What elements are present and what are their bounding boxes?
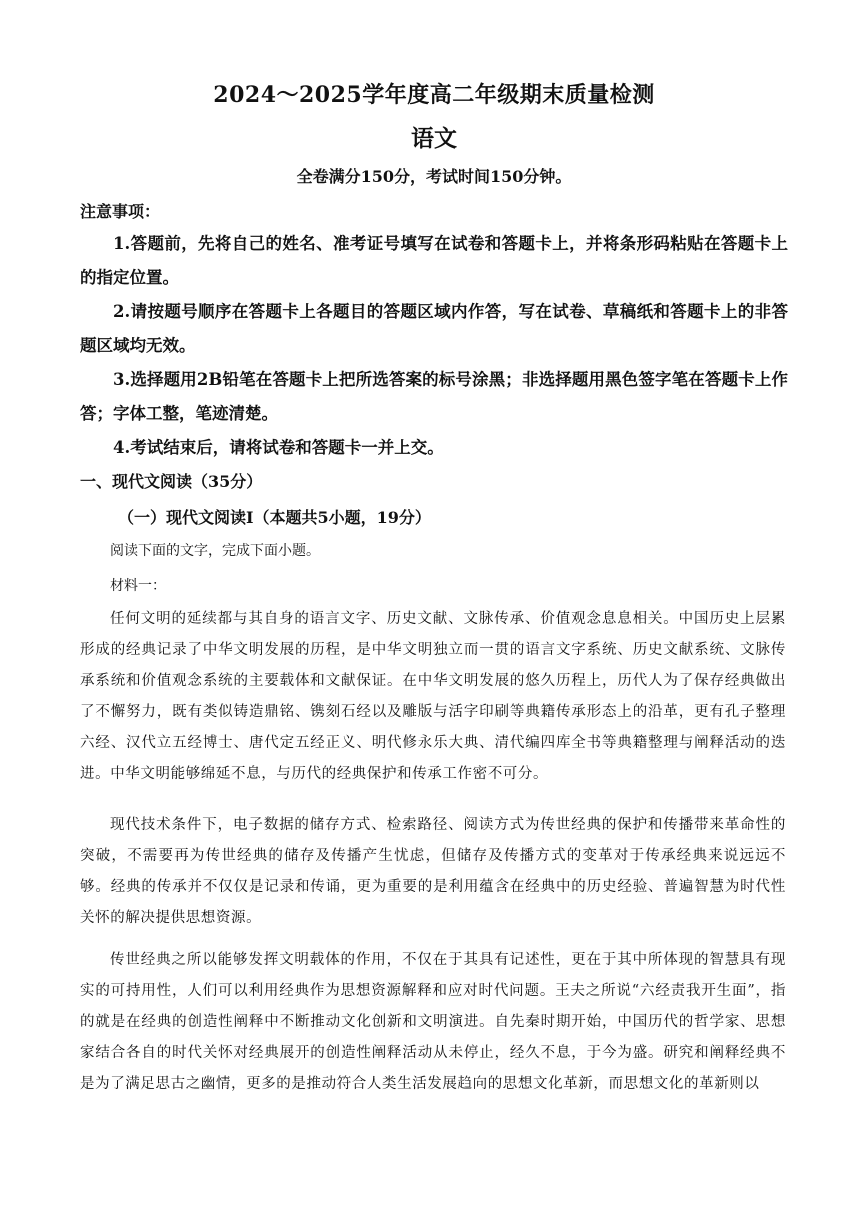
score-note: 全卷满分150分，考试时间150分钟。 bbox=[296, 167, 572, 186]
subject-title: 语文 bbox=[411, 125, 457, 152]
body-paragraph: 传世经典之所以能够发挥文明载体的作用，不仅在于其具有记述性，更在于其中所体现的智慧具有现实的可持用性，人们可以利用经典作为思想资源解释和应对时代问题。王夫之所说“六经责我开生面”，指的就是在经典的创造性阐释中不断推动文化创新和文明演进。自先秦时期开始，中国历代的哲学家、思想家结合各自的时代关怀对经典展开的创造性阐释活动从未停止，经久不息，于今为盛。研究和阐释经典不是为了满足思古之幽情，更多的是推动符合人类生活发展趋向的思想文化革新，而思想文化的革新则以 bbox=[80, 952, 786, 1092]
section-subtitle: （一）现代文阅读Ⅰ（本题共5小题，19分） bbox=[118, 508, 431, 527]
exam-title: 2024～2025学年度高二年级期末质量检测 bbox=[213, 82, 655, 108]
notice-item: 1.答题前，先将自己的姓名、准考证号填写在试卷和答题卡上，并将条形码粘贴在答题卡上的指定位置。 bbox=[80, 234, 788, 287]
notice-item: 3.选择题用2B铅笔在答题卡上把所选答案的标号涂黑；非选择题用黑色签字笔在答题卡上作答；字体工整，笔迹清楚。 bbox=[80, 370, 788, 423]
body-paragraph: 现代技术条件下，电子数据的储存方式、检索路径、阅读方式为传世经典的保护和传播带来革命性的突破，不需要再为传世经典的储存及传播产生忧虑，但储存及传播方式的变革对于传承经典来说远远不够。经典的传承并不仅仅是记录和传诵，更为重要的是利用蕴含在经典中的历史经验、普遍智慧为时代性关怀的解决提供思想资源。 bbox=[80, 817, 786, 926]
body-paragraph: 任何文明的延续都与其自身的语言文字、历史文献、文脉传承、价值观念息息相关。中国历史上层累形成的经典记录了中华文明发展的历程，是中华文明独立而一贯的语言文字系统、历史文献系统、文脉传承系统和价值观念系统的主要载体和文献保证。在中华文明发展的悠久历程上，历代人为了保存经典做出了不懈努力，既有类似铸造鼎铭、镌刻石经以及雕版与活字印刷等典籍传承形态上的沿革，更有孔子整理六经、汉代立五经博士、唐代定五经正义、明代修永乐大典、清代编四库全书等典籍整理与阐释活动的迭进。中华文明能够绵延不息，与历代的经典保护和传承工作密不可分。 bbox=[80, 611, 786, 782]
notice-heading: 注意事项： bbox=[80, 202, 161, 221]
reading-instruction: 阅读下面的文字，完成下面小题。 bbox=[110, 543, 320, 559]
notice-item: 2.请按题号顺序在答题卡上各题目的答题区域内作答，写在试卷、草稿纸和答题卡上的非答题区域均无效。 bbox=[80, 302, 788, 355]
section-title: 一、现代文阅读（35分） bbox=[80, 472, 263, 491]
notice-item: 4.考试结束后，请将试卷和答题卡一并上交。 bbox=[113, 438, 444, 457]
material-label: 材料一： bbox=[110, 578, 166, 594]
